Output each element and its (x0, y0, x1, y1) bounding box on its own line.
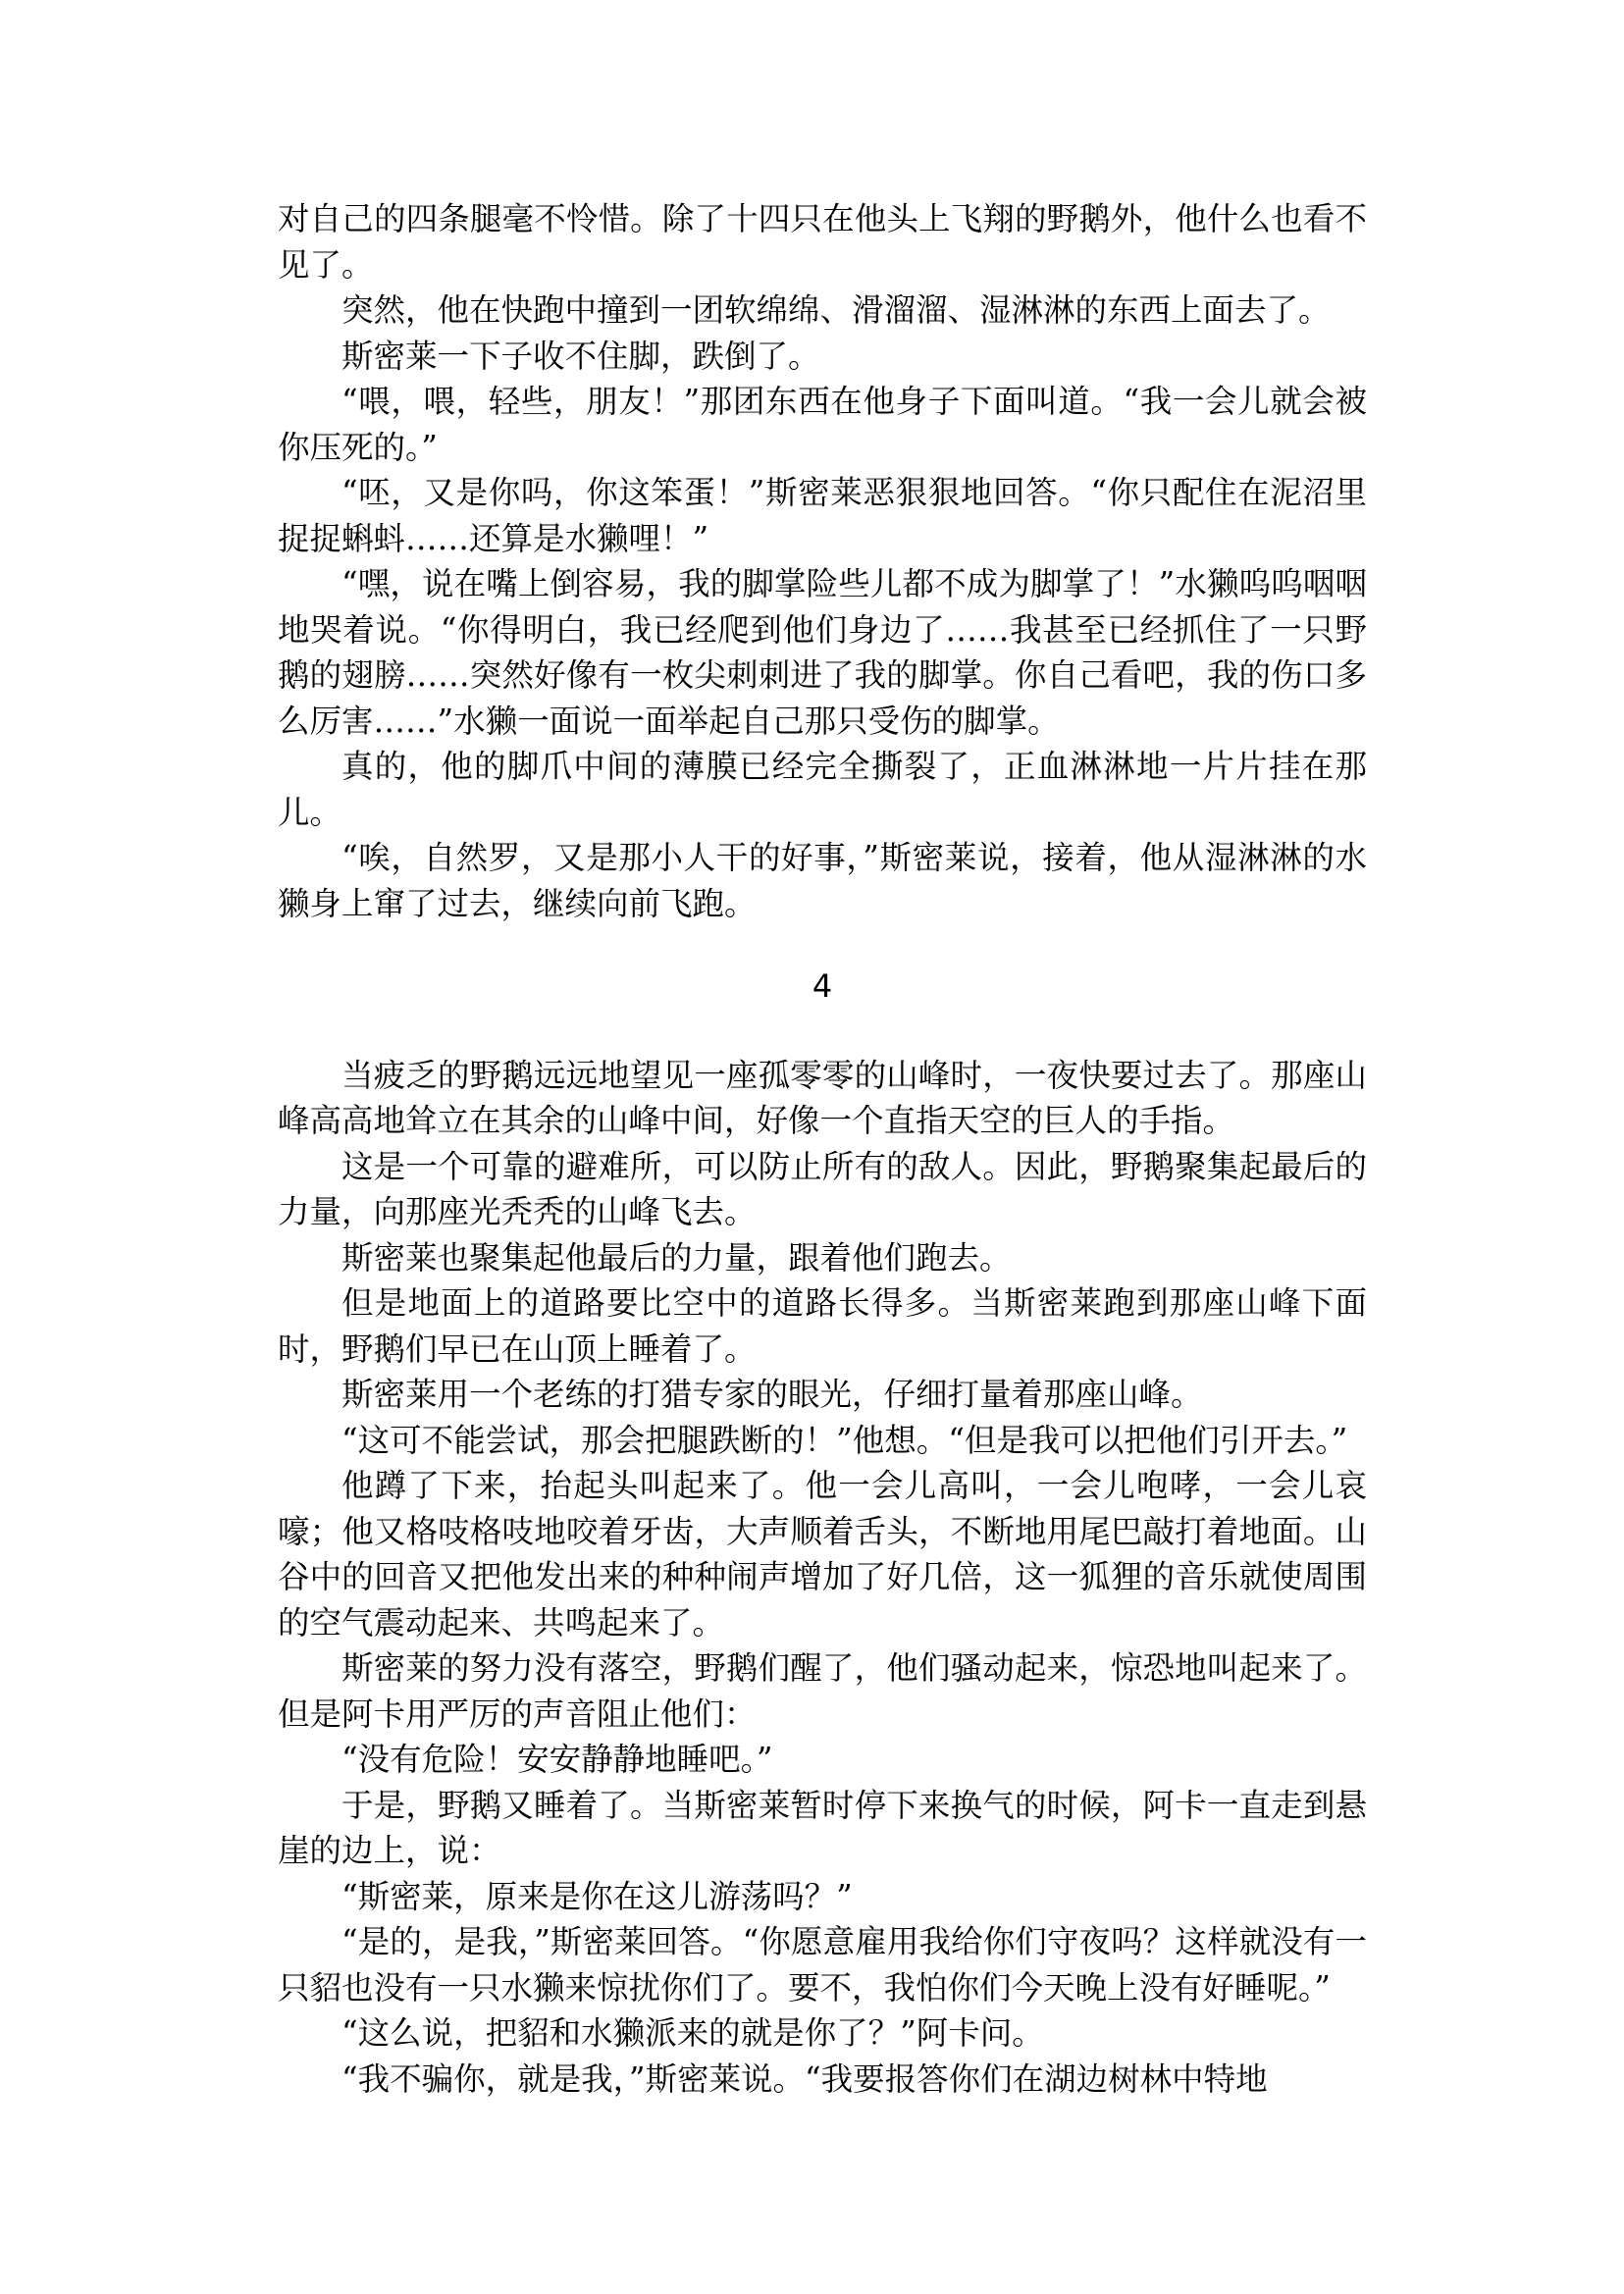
paragraph: “没有危险！安安静静地睡吧。” (341, 1741, 773, 1778)
paragraph: “喂，喂，轻些，朋友！”那团东西在他身子下面叫道。“我一会儿就会被你压死的。” (278, 383, 1367, 466)
paragraph: 突然，他在快跑中撞到一团软绵绵、滑溜溜、湿淋淋的东西上面去了。 (341, 291, 1331, 329)
paragraph: “这可不能尝试，那会把腿跌断的！”他想。“但是我可以把他们引开去。” (341, 1421, 1348, 1459)
paragraph: “呸，又是你吗，你这笨蛋！”斯密莱恶狠狠地回答。“你只配住在泥沼里捉捉蝌蚪……还算是水獭哩！” (278, 474, 1367, 557)
paragraph: 真的，他的脚爪中间的薄膜已经完全撕裂了，正血淋淋地一片片挂在那儿。 (278, 748, 1367, 831)
paragraph: 斯密莱一下子收不住脚，跌倒了。 (341, 337, 820, 375)
paragraph: “嘿，说在嘴上倒容易，我的脚掌险些儿都不成为脚掌了！”水獭呜呜咽咽地哭着说。“你得明白，我已经爬到他们身边了……我甚至已经抓住了一只野鹅的翅膀……突然好像有一枚尖刺刺进了我的脚掌。你自己看吧，我的伤口多么厉害……”水獭一面说一面举起自己那只受伤的脚掌。 (278, 565, 1367, 740)
paragraph: “这么说，把貂和水獭派来的就是你了？”阿卡问。 (341, 2014, 1044, 2052)
section-number: 4 (812, 967, 833, 1005)
paragraph: 斯密莱的努力没有落空，野鹅们醒了，他们骚动起来，惊恐地叫起来了。但是阿卡用严厉的声音阻止他们： (278, 1649, 1367, 1733)
paragraph: 斯密莱用一个老练的打猎专家的眼光，仔细打量着那座山峰。 (341, 1376, 1203, 1413)
paragraph: 当疲乏的野鹅远远地望见一座孤零零的山峰时，一夜快要过去了。那座山峰高高地耸立在其余的山峰中间，好像一个直指天空的巨人的手指。 (278, 1056, 1367, 1139)
paragraph: 他蹲了下来，抬起头叫起来了。他一会儿高叫，一会儿咆哮，一会儿哀嚎；他又格吱格吱地咬着牙齿，大声顺着舌头，不断地用尾巴敲打着地面。山谷中的回音又把他发出来的种种闹声增加了好几倍，这一狐狸的音乐就使周围的空气震动起来、共鸣起来了。 (278, 1467, 1367, 1642)
paragraph: 于是，野鹅又睡着了。当斯密莱暂时停下来换气的时候，阿卡一直走到悬崖的边上，说： (278, 1786, 1367, 1869)
paragraph: 但是地面上的道路要比空中的道路长得多。当斯密莱跑到那座山峰下面时，野鹅们早已在山顶上睡着了。 (278, 1284, 1367, 1368)
paragraph: “唉，自然罗，又是那小人干的好事，”斯密莱说，接着，他从湿淋淋的水獭身上窜了过去，继续向前飞跑。 (278, 839, 1367, 922)
paragraph: “我不骗你，就是我，”斯密莱说。“我要报答你们在湖边树林中特地 (341, 2059, 1268, 2098)
paragraph: 这是一个可靠的避难所，可以防止所有的敌人。因此，野鹅聚集起最后的力量，向那座光秃秃的山峰飞去。 (278, 1147, 1367, 1230)
paragraph: “是的，是我，”斯密莱回答。“你愿意雇用我给你们守夜吗？这样就没有一只貂也没有一只水獭来惊扰你们了。要不，我怕你们今天晚上没有好睡呢。” (278, 1923, 1367, 2007)
paragraph: 对自己的四条腿毫不怜惜。除了十四只在他头上飞翔的野鹅外，他什么也看不见了。 (278, 200, 1367, 284)
paragraph: “斯密莱，原来是你在这儿游荡吗？” (341, 1877, 853, 1915)
document-page (278, 196, 1367, 2102)
paragraph: 斯密莱也聚集起他最后的力量，跟着他们跑去。 (341, 1238, 1012, 1277)
